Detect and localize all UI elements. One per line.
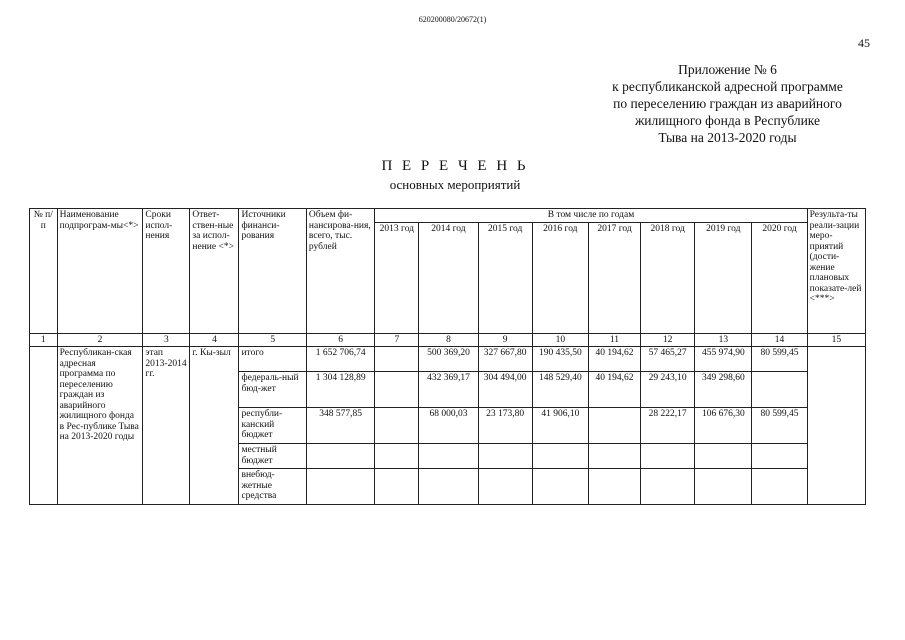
year-cell xyxy=(532,469,588,505)
year-cell: 455 974,90 xyxy=(695,347,752,372)
column-number: 1 xyxy=(30,334,58,347)
program-responsible-cell: г. Кы-зыл xyxy=(190,347,239,505)
year-cell xyxy=(375,444,419,469)
total-cell: 1 652 706,74 xyxy=(306,347,374,372)
program-result-cell xyxy=(807,347,865,505)
year-cell xyxy=(478,469,532,505)
year-cell xyxy=(375,469,419,505)
column-number: 3 xyxy=(143,334,190,347)
source-cell: республи-канский бюджет xyxy=(239,408,306,444)
year-cell xyxy=(375,372,419,408)
year-cell xyxy=(695,469,752,505)
year-cell: 349 298,60 xyxy=(695,372,752,408)
column-number: 10 xyxy=(532,334,588,347)
header-responsible: Ответ-ствен-ные за испол-нение <*> xyxy=(190,209,239,334)
appendix-line: к республиканской адресной программе xyxy=(612,79,843,94)
source-cell: итого xyxy=(239,347,306,372)
year-cell: 41 906,10 xyxy=(532,408,588,444)
header-terms: Сроки испол-нения xyxy=(143,209,190,334)
year-cell: 432 369,17 xyxy=(419,372,478,408)
program-terms-cell: этап 2013-2014 гг. xyxy=(143,347,190,505)
document-subtitle: основных мероприятий xyxy=(389,177,521,192)
year-2015-header: 2015 год xyxy=(478,222,532,334)
year-cell xyxy=(588,444,640,469)
column-number: 2 xyxy=(57,334,143,347)
year-cell xyxy=(419,469,478,505)
year-cell: 80 599,45 xyxy=(752,408,807,444)
header-results: Результа-ты реали-зации меро-приятий (дости-жение плановых показате-лей <***> xyxy=(807,209,865,334)
column-number: 6 xyxy=(306,334,374,347)
document-title: П Е Р Е Ч Е Н Ь xyxy=(381,158,529,174)
year-cell xyxy=(588,408,640,444)
year-cell xyxy=(478,444,532,469)
column-number: 5 xyxy=(239,334,306,347)
appendix-line: жилищного фонда в Республике xyxy=(634,113,821,128)
year-cell: 23 173,80 xyxy=(478,408,532,444)
year-cell: 40 194,62 xyxy=(588,347,640,372)
table-row-total xyxy=(30,347,866,372)
column-number: 9 xyxy=(478,334,532,347)
total-cell: 1 304 128,89 xyxy=(306,372,374,408)
header-volume: Объем фи-нансирова-ния, всего, тыс. рублей xyxy=(306,209,374,334)
column-number: 4 xyxy=(190,334,239,347)
year-cell: 68 000,03 xyxy=(419,408,478,444)
year-cell xyxy=(641,469,695,505)
year-cell xyxy=(375,347,419,372)
year-cell xyxy=(752,372,807,408)
total-cell xyxy=(306,469,374,505)
column-number-row xyxy=(30,334,866,347)
activities-table xyxy=(29,208,866,505)
column-number: 13 xyxy=(695,334,752,347)
year-2013-header: 2013 год xyxy=(375,222,419,334)
appendix-heading xyxy=(560,61,895,146)
year-cell: 40 194,62 xyxy=(588,372,640,408)
total-cell xyxy=(306,444,374,469)
column-number: 8 xyxy=(419,334,478,347)
column-number: 14 xyxy=(752,334,807,347)
header-name: Наименование подпрограм-мы<*> xyxy=(57,209,143,334)
program-name-cell: Республикан-ская адресная программа по переселению граждан из аварийного жилищного фонда в Рес-публике Тыва на 2013-2020 годы xyxy=(57,347,143,505)
year-cell xyxy=(419,444,478,469)
year-cell: 57 465,27 xyxy=(641,347,695,372)
year-cell xyxy=(588,469,640,505)
year-cell xyxy=(375,408,419,444)
column-number: 11 xyxy=(588,334,640,347)
appendix-line: Приложение № 6 xyxy=(678,62,777,77)
header-by-years: В том числе по годам xyxy=(375,209,807,223)
year-cell: 28 222,17 xyxy=(641,408,695,444)
page-number: 45 xyxy=(858,36,870,50)
source-cell: федераль-ный бюд-жет xyxy=(239,372,306,408)
header-no: № п/п xyxy=(30,209,58,334)
year-cell xyxy=(532,444,588,469)
year-cell xyxy=(641,444,695,469)
year-cell: 106 676,30 xyxy=(695,408,752,444)
source-cell: местный бюджет xyxy=(239,444,306,469)
year-cell: 327 667,80 xyxy=(478,347,532,372)
year-2020-header: 2020 год xyxy=(752,222,807,334)
appendix-line: по переселению граждан из аварийного xyxy=(613,96,842,111)
year-cell: 29 243,10 xyxy=(641,372,695,408)
year-cell: 80 599,45 xyxy=(752,347,807,372)
year-cell: 500 369,20 xyxy=(419,347,478,372)
year-2017-header: 2017 год xyxy=(588,222,640,334)
header-row xyxy=(30,209,866,223)
year-2016-header: 2016 год xyxy=(532,222,588,334)
year-cell: 148 529,40 xyxy=(532,372,588,408)
source-cell: внебюд-жетные средства xyxy=(239,469,306,505)
year-2014-header: 2014 год xyxy=(419,222,478,334)
year-cell xyxy=(752,444,807,469)
year-2018-header: 2018 год xyxy=(641,222,695,334)
column-number: 15 xyxy=(807,334,865,347)
year-cell: 190 435,50 xyxy=(532,347,588,372)
year-2019-header: 2019 год xyxy=(695,222,752,334)
program-no-cell xyxy=(30,347,58,505)
document-id: 620200080/20672(1) xyxy=(418,15,487,24)
total-cell: 348 577,85 xyxy=(306,408,374,444)
year-cell xyxy=(752,469,807,505)
column-number: 7 xyxy=(375,334,419,347)
appendix-line: Тыва на 2013-2020 годы xyxy=(658,130,797,145)
year-cell: 304 494,00 xyxy=(478,372,532,408)
year-cell xyxy=(695,444,752,469)
header-sources: Источники финанси-рования xyxy=(239,209,306,334)
column-number: 12 xyxy=(641,334,695,347)
